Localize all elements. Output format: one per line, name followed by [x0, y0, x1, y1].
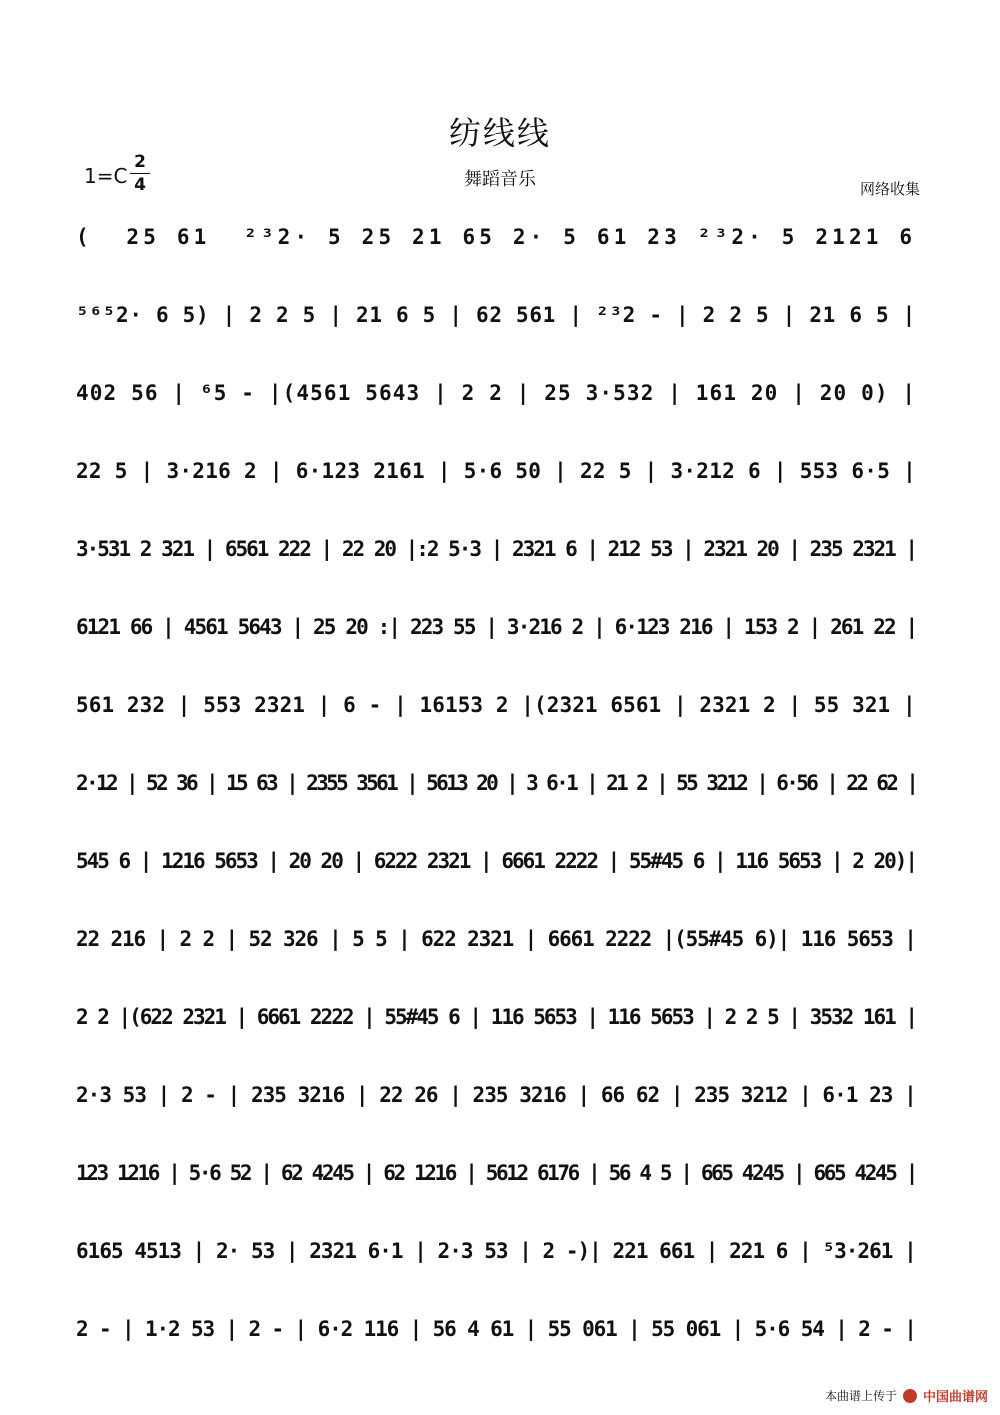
notation-line-text: 2 2 |(622 2321 | 6661 2222 | 55#45 6 | 116 5653 | 116 5653 | 2 2 5 | 3532 161 |: [76, 1005, 917, 1029]
notation-line: [76, 368, 924, 446]
time-signature-bottom: 4: [134, 175, 146, 195]
notation-line: [76, 914, 924, 992]
notation-line-text: 402 56 | ⁶5 - |(4561 5643 | 2 2 | 25 3·532 | 161 20 | 20 0) |: [76, 381, 917, 405]
notation-line: [76, 1148, 924, 1226]
notation-line-text: 545 6 | 1216 5653 | 20 20 | 6222 2321 | 6661 2222 | 55#45 6 | 116 5653 | 2 20)|: [76, 849, 917, 873]
notation-line-text: 2 - | 1·2 53 | 2 - | 6·2 116 | 56 4 61 | 55 061 | 55 061 | 5·6 54 | 2 - |: [76, 1317, 916, 1341]
notation-line: [76, 992, 924, 1070]
notation-line-text: 2·3 53 | 2 - | 235 3216 | 22 26 | 235 3216 | 66 62 | 235 3212 | 6·1 23 |: [76, 1083, 916, 1107]
notation-line-text: 22 5 | 3·216 2 | 6·123 2161 | 5·6 50 | 22 5 | 3·212 6 | 553 6·5 |: [76, 459, 916, 483]
notation-line-text: 6121 66 | 4561 5643 | 25 20 :| 223 55 | 3·216 2 | 6·123 216 | 153 2 | 261 22 |: [76, 615, 917, 639]
key-signature: 1=C: [84, 164, 128, 188]
notation-line-text: 3·531 2 321 | 6561 222 | 22 20 |:2 5·3 | 2321 6 | 212 53 | 2321 20 | 235 2321 |: [76, 537, 917, 561]
footer-site-name[interactable]: 中国曲谱网: [922, 1390, 988, 1405]
notation-line: [76, 602, 924, 680]
site-logo-icon: [903, 1389, 917, 1403]
score-subtitle: 舞蹈音乐: [464, 169, 536, 190]
notation-line-text: 123 1216 | 5·6 52 | 62 4245 | 62 1216 | 5612 6176 | 56 4 5 | 665 4245 | 665 4245 |: [76, 1161, 916, 1185]
notation-line: [76, 446, 924, 524]
notation-body: [76, 212, 924, 1382]
notation-line: [76, 680, 924, 758]
notation-line: [76, 290, 924, 368]
notation-line-text: 6165 4513 | 2· 53 | 2321 6·1 | 2·3 53 | 2 -)| 221 661 | 221 6 | ⁵3·261 |: [76, 1239, 916, 1263]
notation-line: [76, 212, 924, 290]
notation-line-text: ( 25 61 ²³2· 5 25 21 65 2· 5 61 23 ²³2· 5 2121 6: [76, 225, 917, 249]
notation-line: [76, 1226, 924, 1304]
notation-line-text: ⁵⁶⁵2· 6 5) | 2 2 5 | 21 6 5 | 62 561 | ²³2 - | 2 2 5 | 21 6 5 |: [76, 303, 916, 327]
notation-line: [76, 1070, 924, 1148]
notation-line: [76, 758, 924, 836]
score-title: 纺线线: [448, 114, 551, 152]
notation-line-text: 561 232 | 553 2321 | 6 - | 16153 2 |(2321 6561 | 2321 2 | 55 321 |: [76, 693, 916, 717]
notation-line: [76, 1304, 924, 1382]
notation-line-text: 2·12 | 52 36 | 15 63 | 2355 3561 | 5613 20 | 3 6·1 | 21 2 | 55 3212 | 6·56 | 22 62 |: [76, 771, 917, 795]
notation-line: [76, 524, 924, 602]
score-source: 网络收集: [859, 180, 920, 198]
notation-line: [76, 836, 924, 914]
notation-line-text: 22 216 | 2 2 | 52 326 | 5 5 | 622 2321 | 6661 2222 |(55#45 6)| 116 5653 |: [76, 927, 916, 951]
footer: [825, 1386, 988, 1405]
footer-upload-text: 本曲谱上传于: [824, 1389, 897, 1403]
time-signature-top: 2: [134, 152, 146, 172]
